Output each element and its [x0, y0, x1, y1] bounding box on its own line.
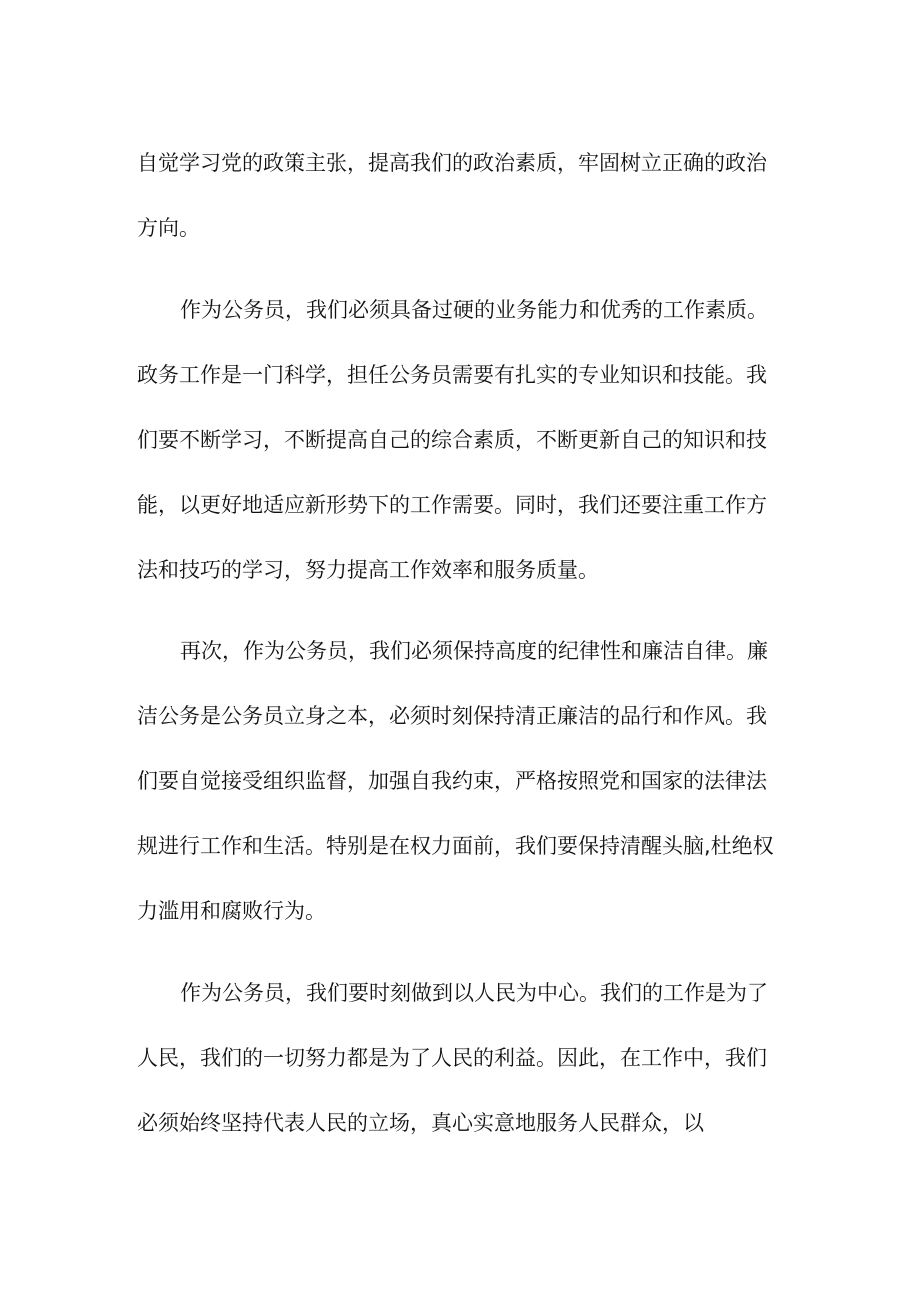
text-line-3: 作为公务员，我们必须具备过硬的业务能力和优秀的工作素质。 [180, 298, 768, 322]
text-line-4: 政务工作是一门科学，担任公务员需要有扎实的专业知识和技能。我 [137, 363, 767, 387]
text-line-7: 法和技巧的学习，努力提高工作效率和服务质量。 [137, 558, 599, 582]
text-line-13: 作为公务员，我们要时刻做到以人民为中心。我们的工作是为了 [180, 981, 768, 1005]
text-line-1: 自觉学习党的政策主张，提高我们的政治素质，牢固树立正确的政治 [137, 151, 767, 175]
text-line-2: 方向。 [137, 216, 200, 240]
text-line-15: 必须始终坚持代表人民的立场，真心实意地服务人民群众，以 [137, 1111, 704, 1135]
text-line-14: 人民，我们的一切努力都是为了人民的利益。因此，在工作中，我们 [137, 1046, 767, 1070]
text-line-8: 再次，作为公务员，我们必须保持高度的纪律性和廉洁自律。廉 [180, 639, 768, 663]
text-line-6: 能，以更好地适应新形势下的工作需要。同时，我们还要注重工作方 [137, 493, 767, 517]
text-line-10: 们要自觉接受组织监督，加强自我约束，严格按照党和国家的法律法 [137, 769, 767, 793]
text-line-12: 力滥用和腐败行为。 [137, 899, 326, 923]
text-line-9: 洁公务是公务员立身之本，必须时刻保持清正廉洁的品行和作风。我 [137, 704, 767, 728]
text-line-5: 们要不断学习，不断提高自己的综合素质，不断更新自己的知识和技 [137, 428, 767, 452]
text-line-11: 规进行工作和生活。特别是在权力面前，我们要保持清醒头脑,杜绝权 [137, 834, 774, 858]
